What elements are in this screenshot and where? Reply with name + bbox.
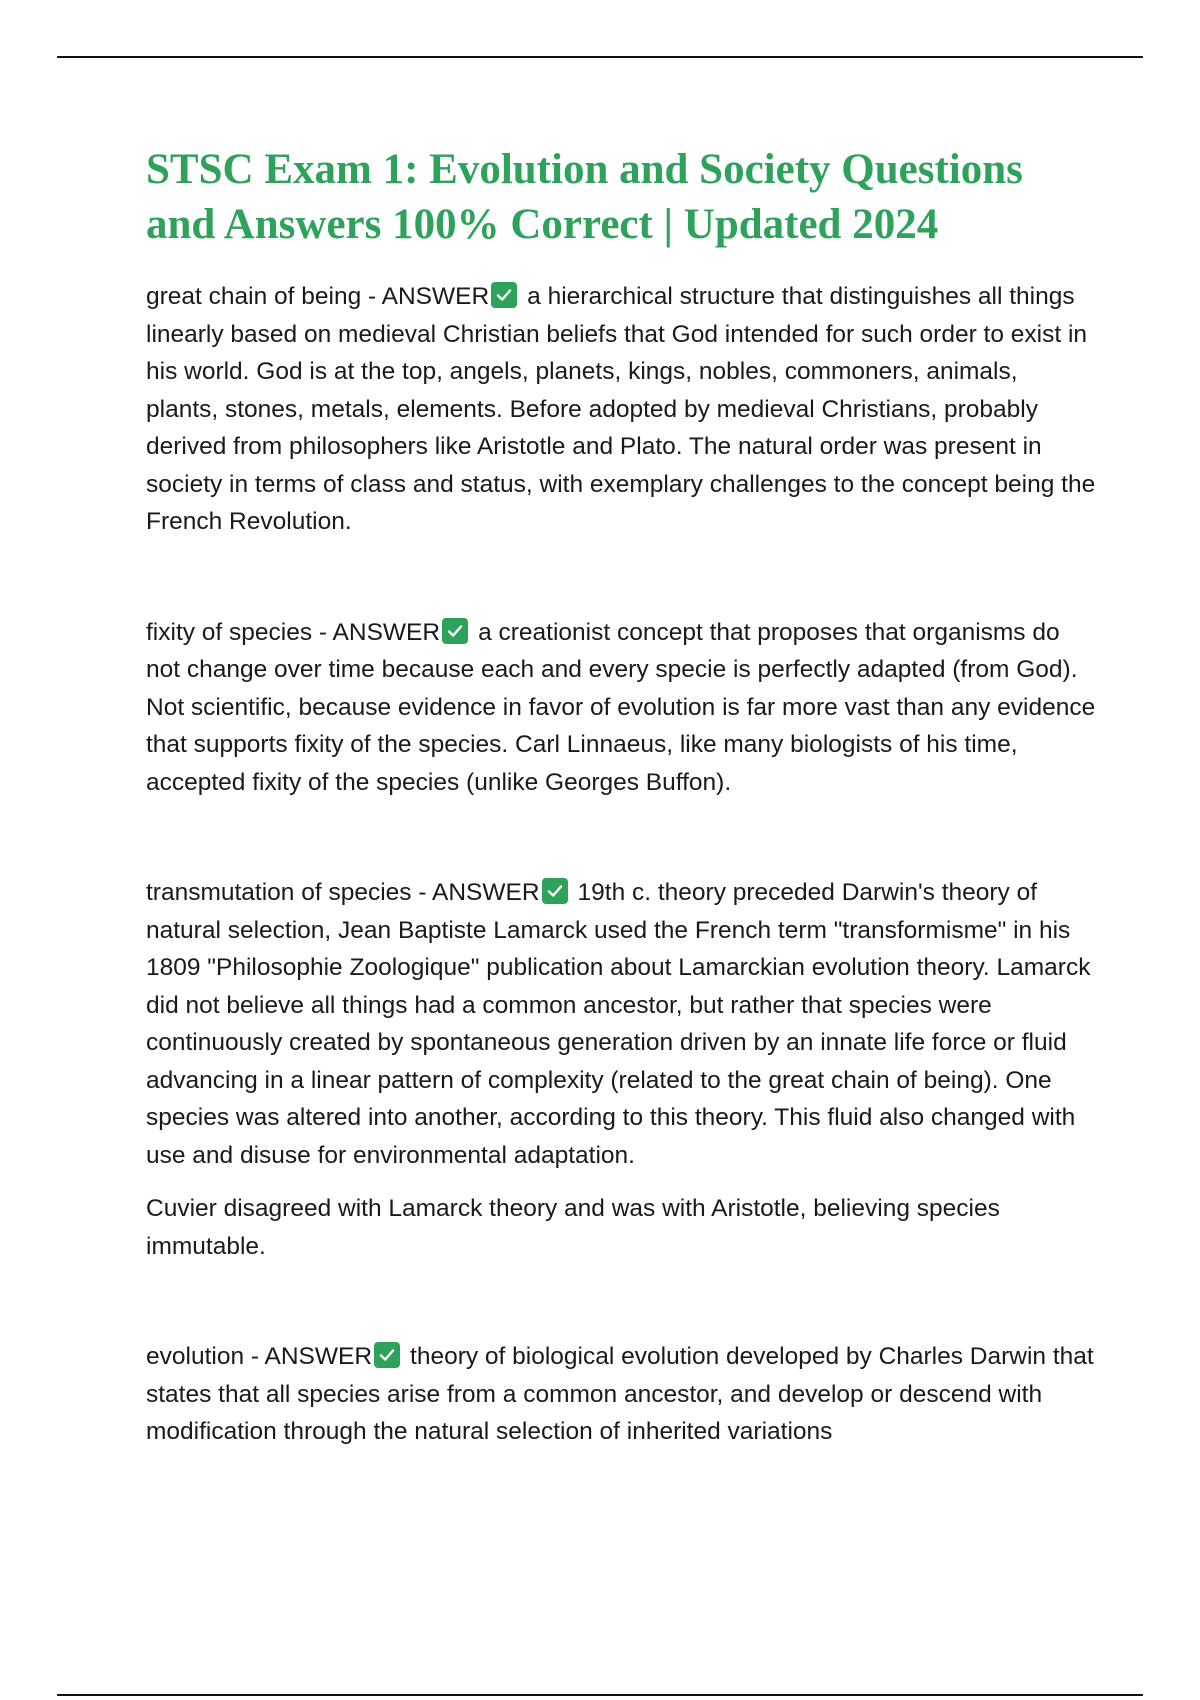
entry-paragraph <box>146 1338 1096 1451</box>
qa-entry <box>146 614 1096 802</box>
document-body <box>146 142 1096 1451</box>
entry-paragraph <box>146 278 1096 541</box>
entry-term: great chain of being - ANSWER <box>146 283 490 310</box>
qa-entry <box>146 874 1096 1265</box>
entry-term: transmutation of species - ANSWER <box>146 879 540 906</box>
entry-paragraph: Cuvier disagreed with Lamarck theory and was with Aristotle, believing species immutable. <box>146 1195 1000 1260</box>
entry-paragraph <box>146 614 1096 802</box>
entry-definition: a creationist concept that proposes that organisms do not change over time because each and every specie is perfectly adapted (from God). Not scientific, because evidence in favor of evolution is far more vast than any evidence that supports fixity of the species. Carl Linnaeus, like many biologists of his time, accepted fixity of the species (unlike Georges Buffon). <box>146 618 1096 796</box>
entry-definition: a hierarchical structure that distinguishes all things linearly based on medieval Christian beliefs that God intended for such order to exist in his world. God is at the top, angels, planets, kings, nobles, commoners, animals, plants, stones, metals, elements. Before adopted by medieval Christians, probably derived from philosophers like Aristotle and Plato. The natural order was present in society in terms of class and status, with exemplary challenges to the concept being the French Revolution. <box>146 283 1096 535</box>
check-box-icon <box>442 618 468 644</box>
qa-entry <box>146 1338 1096 1451</box>
entry-definition: theory of biological evolution developed by Charles Darwin that states that all species arise from a common ancestor, and develop or descend with modification through the natural selection of inherited variations <box>146 1343 1094 1445</box>
document-title: STSC Exam 1: Evolution and Society Questions and Answers 100% Correct | Updated 2024 <box>146 146 1023 248</box>
entry-term: fixity of species - ANSWER <box>146 618 441 646</box>
qa-entry <box>146 278 1096 541</box>
entry-term: evolution - ANSWER <box>146 1343 373 1370</box>
bottom-rule <box>57 1694 1143 1696</box>
entry-paragraph <box>146 874 1096 1174</box>
top-rule <box>57 56 1143 58</box>
check-box-icon <box>542 878 568 904</box>
entry-definition: 19th c. theory preceded Darwin's theory of natural selection, Jean Baptiste Lamarck used the French term "transformisme" in his 1809 "Philosophie Zoologique" publication about Lamarckian evolution theory. Lamarck did not believe all things had a common ancestor, but rather that species were continuously created by spontaneous generation driven by an innate life force or fluid advancing in a linear pattern of complexity (related to the great chain of being). One species was altered into another, according to this theory. This fluid also changed with use and disuse for environmental adaptation. <box>146 879 1091 1169</box>
check-box-icon <box>374 1342 400 1368</box>
check-box-icon <box>491 282 517 308</box>
